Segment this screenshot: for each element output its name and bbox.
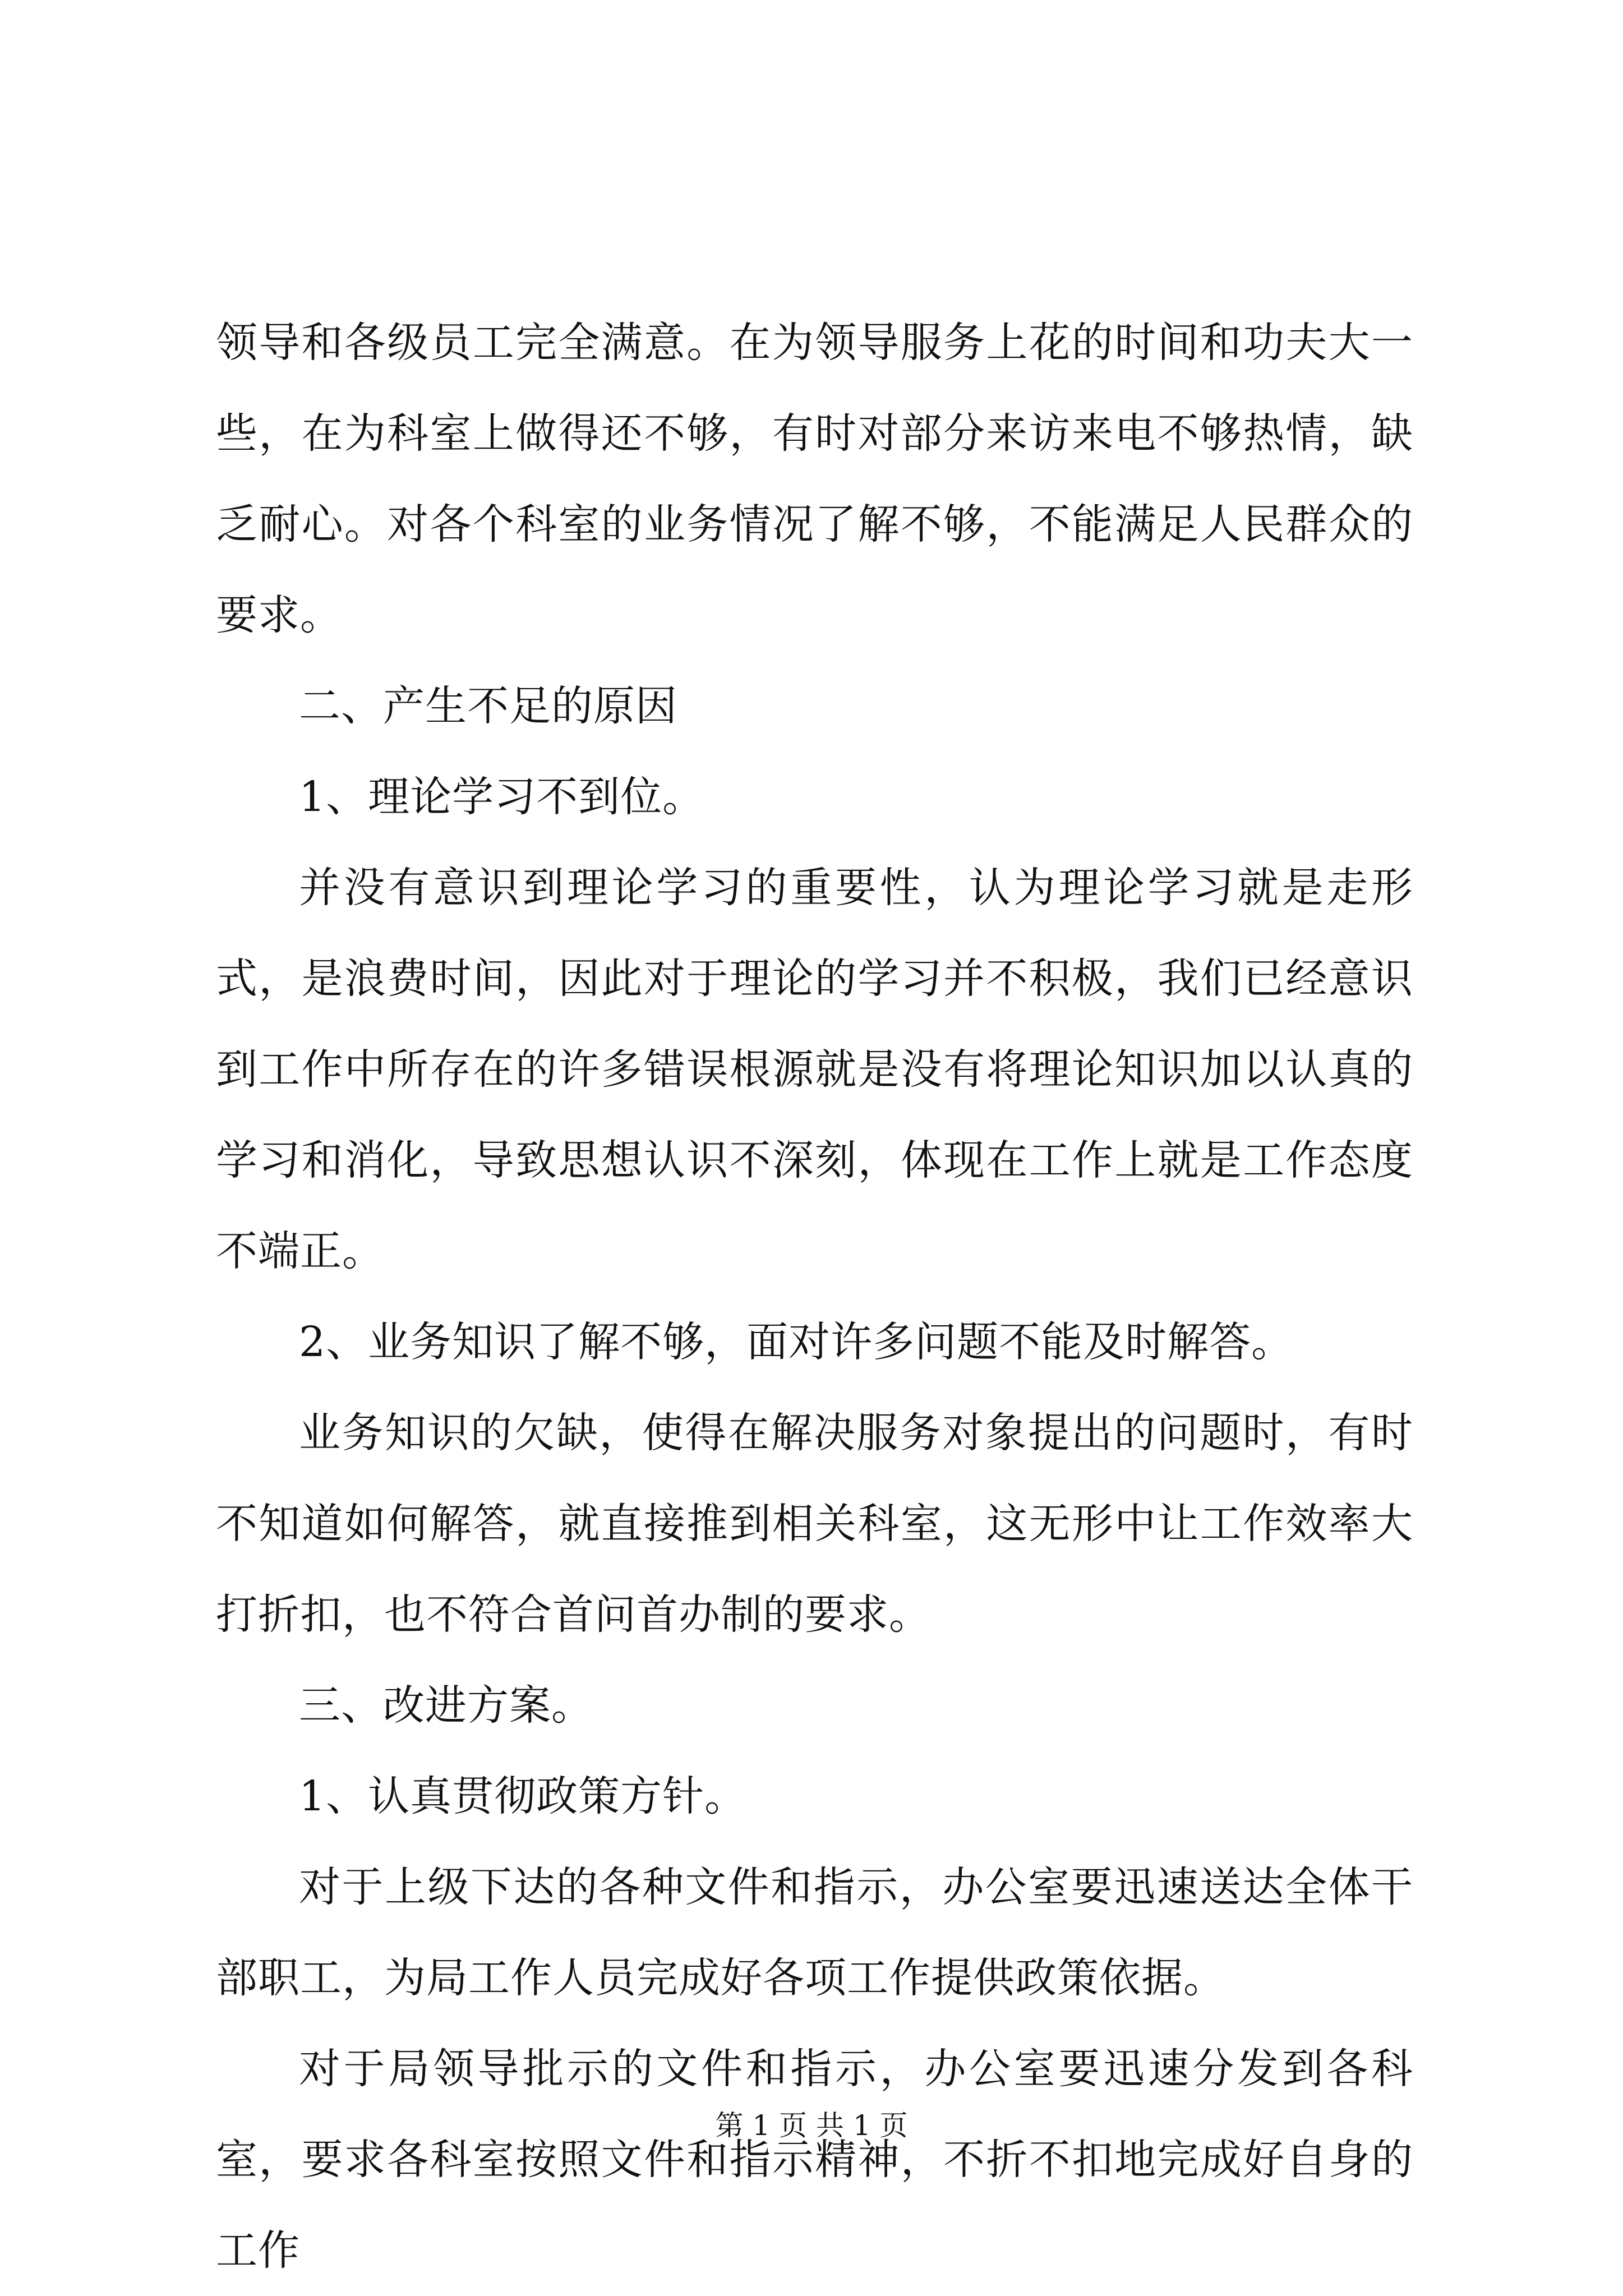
paragraph: 领导和各级员工完全满意。在为领导服务上花的时间和功夫大一些，在为科室上做得还不够，有时对部分来访来电不够热情，缺乏耐心。对各个科室的业务情况了解不够，不能满足人民群众的要求。 xyxy=(216,319,1413,639)
subheading: 1、理论学习不到位。 xyxy=(299,773,705,821)
document-body xyxy=(216,297,1413,2296)
subheading: 2、业务知识了解不够，面对许多问题不能及时解答。 xyxy=(299,1318,1294,1366)
section-heading: 三、改进方案。 xyxy=(299,1681,593,1730)
subheading: 1、认真贯彻政策方针。 xyxy=(299,1772,747,1820)
paragraph: 对于局领导批示的文件和指示，办公室要迅速分发到各科室，要求各科室按照文件和指示精神，不折不扣地完成好自身的工作 xyxy=(216,2045,1413,2275)
paragraph: 业务知识的欠缺，使得在解决服务对象提出的问题时，有时不知道如何解答，就直接推到相关科室，这无形中让工作效率大打折扣，也不符合首问首办制的要求。 xyxy=(216,1409,1413,1639)
paragraph: 对于上级下达的各种文件和指示，办公室要迅速送达全体干部职工，为局工作人员完成好各项工作提供政策依据。 xyxy=(216,1863,1413,2002)
section-heading: 二、产生不足的原因 xyxy=(299,682,677,730)
paragraph: 并没有意识到理论学习的重要性，认为理论学习就是走形式，是浪费时间，因此对于理论的学习并不积极，我们已经意识到工作中所存在的许多错误根源就是没有将理论知识加以认真的学习和消化，导致思想认识不深刻，体现在工作上就是工作态度不端正。 xyxy=(216,864,1413,1275)
page-number-footer: 第 1 页 共 1 页 xyxy=(715,2109,908,2142)
